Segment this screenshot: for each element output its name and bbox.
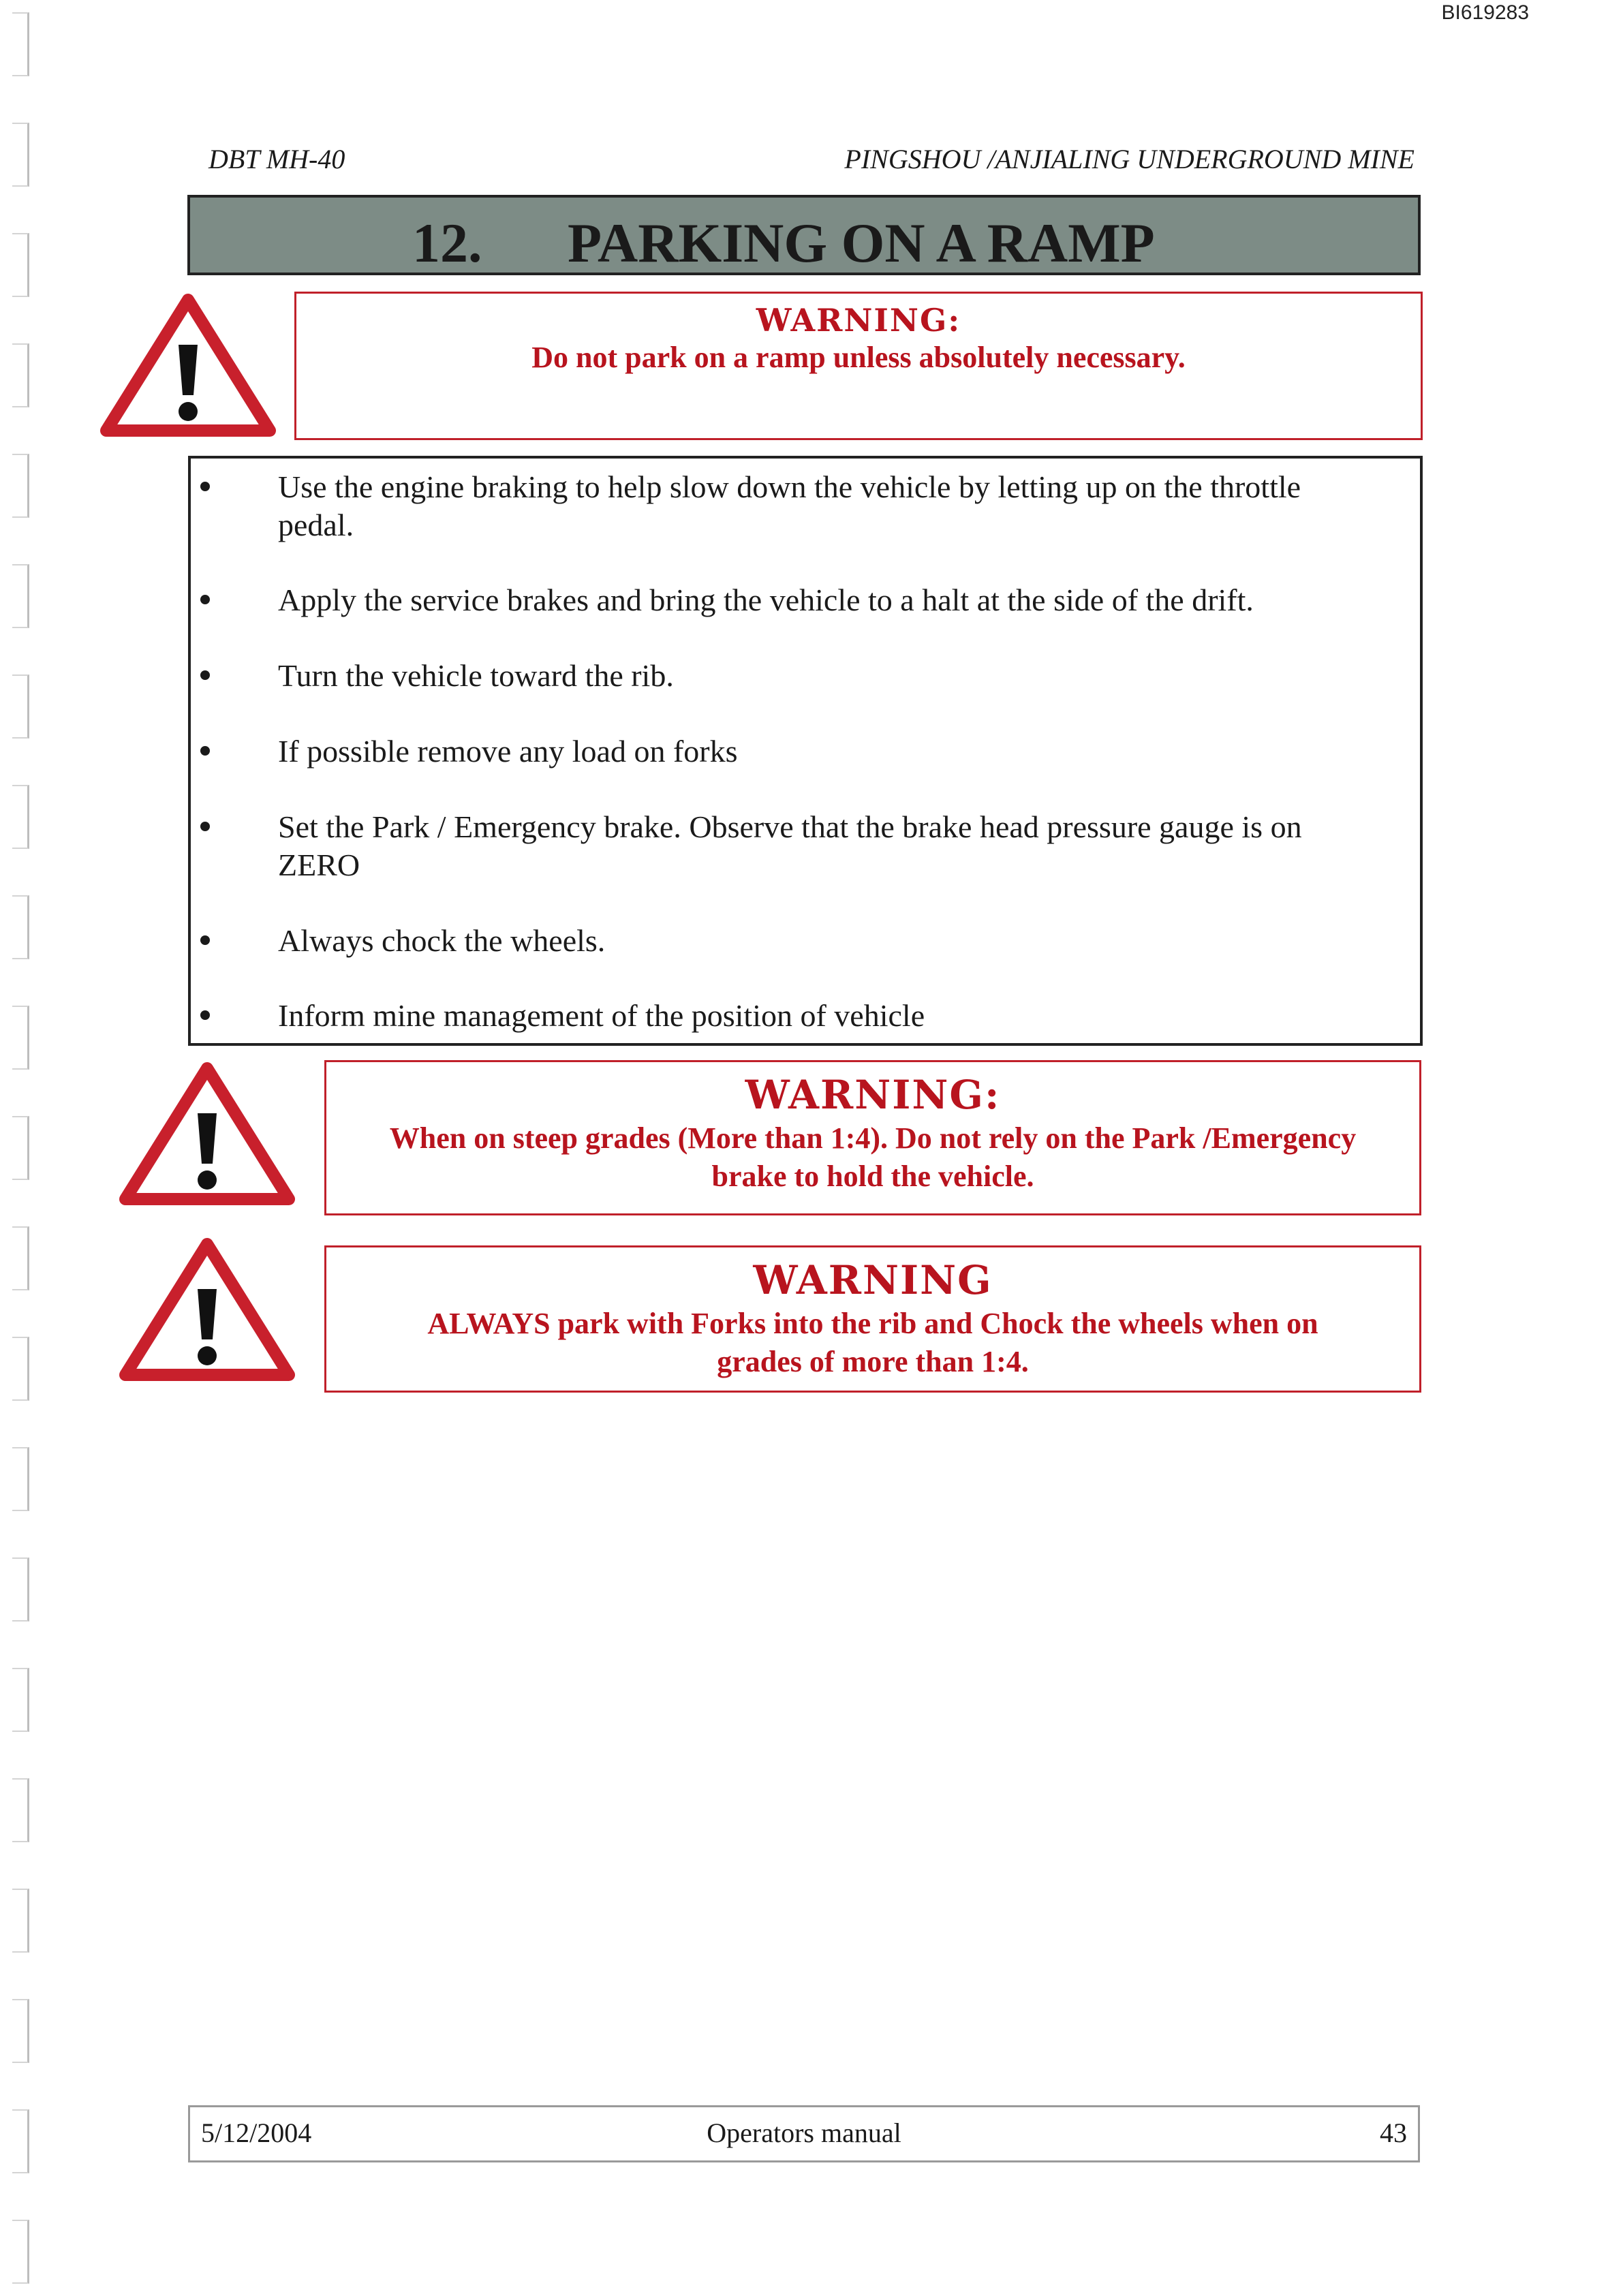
warning-box-1 — [294, 292, 1423, 440]
warning-text-line: grades of more than 1:4. — [717, 1345, 1029, 1378]
section-title: PARKING ON A RAMP — [568, 212, 1155, 274]
bullet-icon — [200, 746, 210, 756]
warning-triangle-icon — [98, 292, 278, 441]
bullet-icon — [200, 482, 210, 491]
bullet-icon — [200, 1010, 210, 1020]
binding-mark — [12, 123, 29, 187]
warning-text-line: Do not park on a ramp unless absolutely necessary. — [531, 341, 1186, 374]
step-text-line: Always chock the wheels. — [278, 923, 606, 958]
binding-mark — [12, 12, 29, 76]
page-footer — [188, 2105, 1420, 2162]
binding-mark — [12, 1557, 29, 1622]
warning-box-3 — [324, 1245, 1421, 1393]
warning-triangle-icon — [117, 1236, 297, 1386]
step-text-line: Turn the vehicle toward the rib. — [278, 658, 674, 693]
binding-mark — [12, 233, 29, 297]
warning-box-2 — [324, 1060, 1421, 1215]
binding-marks — [12, 0, 40, 2296]
binding-mark — [12, 1006, 29, 1070]
binding-mark — [12, 454, 29, 518]
section-number: 12. — [412, 212, 482, 274]
bullet-icon — [200, 935, 210, 945]
step-text-line: Use the engine braking to help slow down the vehicle by letting up on the throttle — [278, 469, 1301, 504]
footer-title: Operators manual — [707, 2117, 901, 2148]
warning-title: WARNING: — [745, 1072, 1001, 1118]
step-text-line: Inform mine management of the position of vehicle — [278, 998, 925, 1033]
binding-mark — [12, 343, 29, 407]
warning-title: WARNING: — [756, 302, 961, 339]
page-number: 43 — [1380, 2117, 1407, 2148]
binding-mark — [12, 895, 29, 959]
header-mine-name: PINGSHOU /ANJIALING UNDERGROUND MINE — [844, 144, 1415, 174]
bullet-icon — [200, 822, 210, 831]
step-text-line: Apply the service brakes and bring the vehicle to a halt at the side of the drift. — [278, 583, 1254, 617]
binding-mark — [12, 2109, 29, 2173]
warning-text-line: ALWAYS park with Forks into the rib and Chock the wheels when on — [427, 1307, 1318, 1340]
procedure-steps-box — [188, 456, 1423, 1046]
document-id: BI619283 — [1441, 1, 1529, 24]
binding-mark — [12, 1999, 29, 2063]
binding-mark — [12, 1889, 29, 1953]
footer-date: 5/12/2004 — [201, 2117, 312, 2148]
header-model: DBT MH-40 — [208, 144, 345, 174]
binding-mark — [12, 2220, 29, 2284]
binding-mark — [12, 1778, 29, 1842]
step-text-line: Set the Park / Emergency brake. Observe that the brake head pressure gauge is on — [278, 809, 1302, 844]
binding-mark — [12, 1337, 29, 1401]
warning-text-line: When on steep grades (More than 1:4). Do not rely on the Park /Emergency — [389, 1121, 1357, 1155]
binding-mark — [12, 674, 29, 739]
binding-mark — [12, 1447, 29, 1511]
binding-mark — [12, 1116, 29, 1180]
step-text-line: pedal. — [278, 508, 354, 542]
binding-mark — [12, 1668, 29, 1732]
step-text-line: ZERO — [278, 848, 360, 882]
warning-text-line: brake to hold the vehicle. — [711, 1160, 1034, 1193]
binding-mark — [12, 1226, 29, 1290]
step-text-line: If possible remove any load on forks — [278, 734, 738, 769]
warning-title: WARNING — [753, 1257, 993, 1303]
bullet-icon — [200, 595, 210, 604]
binding-mark — [12, 785, 29, 849]
section-title-bar — [187, 195, 1421, 275]
binding-mark — [12, 564, 29, 628]
warning-triangle-icon — [117, 1060, 297, 1210]
bullet-icon — [200, 670, 210, 680]
